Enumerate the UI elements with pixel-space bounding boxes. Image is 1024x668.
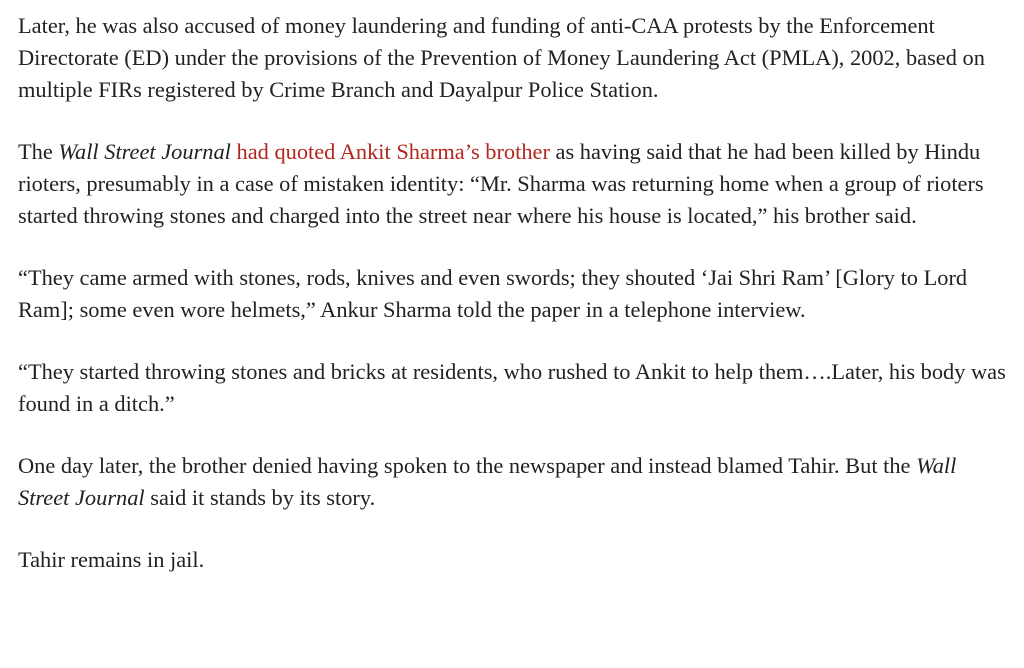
paragraph-denial [18,450,1006,514]
paragraph-jail [18,544,1006,576]
paragraph-residents-quote [18,356,1006,420]
paragraph-text: Tahir remains in jail. [18,547,205,572]
paragraph-text-end: said it stands by its story. [144,485,376,510]
source-link[interactable]: had quoted Ankit Sharma’s brother [236,139,550,164]
paragraph-interview-quote [18,262,1006,326]
paragraph-text: “They started throwing stones and bricks at residents, who rushed to Ankit to help them….Later, his body was found in a ditch.” [18,359,1006,416]
publication-name: Wall Street Journal [18,453,957,510]
paragraph-text: Later, he was also accused of money laundering and funding of anti-CAA protests by the Enforcement Directorate (ED) under the provisions of the Prevention of Money Laundering Act (PMLA), 2002, based on multiple FIRs registered by Crime Branch and Dayalpur Police Station. [18,13,985,102]
paragraph-text-start: One day later, the brother denied having spoken to the newspaper and instead blamed Tahir. But the [18,453,917,478]
paragraph-money-laundering [18,10,1006,106]
publication-name: Wall Street Journal [58,139,231,164]
paragraph-text: “They came armed with stones, rods, knives and even swords; they shouted ‘Jai Shri Ram’ [Glory to Lord Ram]; some even wore helmets,” Ankur Sharma told the paper in a telephone interview. [18,265,968,322]
paragraph-text-end: as having said that he had been killed by Hindu rioters, presumably in a case of mistaken identity: “Mr. Sharma was returning home when a group of rioters started throwing stones and charged into the street near where his house is located,” his brother said. [18,139,984,228]
paragraph-text-start: The [18,139,59,164]
paragraph-wsj-quote [18,136,1006,232]
